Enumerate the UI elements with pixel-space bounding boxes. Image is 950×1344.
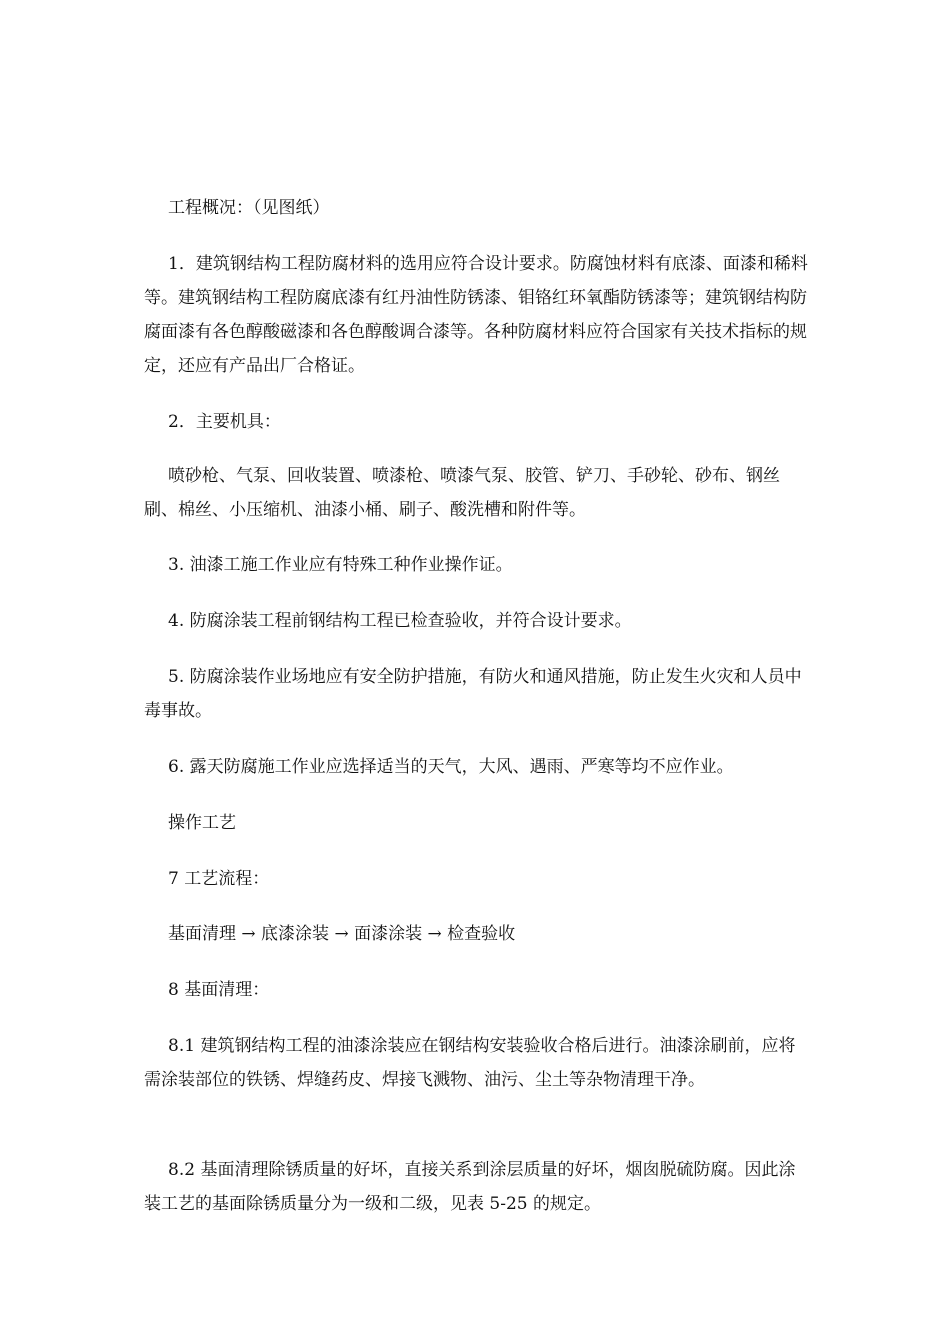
process-flow: 基面清理 → 底漆涂装 → 面漆涂装 → 检查验收	[168, 924, 516, 944]
paragraph-8-2: 8.2 基面清理除锈质量的好坏，直接关系到涂层质量的好坏，烟囱脱硫防腐。因此涂装工艺的基面除锈质量分为一级和二级，见表 5-25 的规定。	[144, 1160, 796, 1214]
paragraph-4: 4. 防腐涂装工程前钢结构工程已检查验收，并符合设计要求。	[168, 611, 632, 631]
project-overview: 工程概况：（见图纸）	[168, 198, 330, 218]
paragraph-6: 6. 露天防腐施工作业应选择适当的天气，大风、遇雨、严寒等均不应作业。	[168, 757, 734, 777]
paragraph-3: 3. 油漆工施工作业应有特殊工种作业操作证。	[168, 555, 513, 575]
paragraph-8-1: 8.1 建筑钢结构工程的油漆涂装应在钢结构安装验收合格后进行。油漆涂刷前，应将需涂装部位的铁锈、焊缝药皮、焊接飞溅物、油污、尘土等杂物清理干净。	[144, 1036, 796, 1090]
tools-list: 喷砂枪、气泵、回收装置、喷漆枪、喷漆气泵、胶管、铲刀、手砂轮、砂布、钢丝刷、棉丝、小压缩机、油漆小桶、刷子、酸洗槽和附件等。	[144, 466, 780, 520]
paragraph-7-process-heading: 7 工艺流程：	[168, 869, 270, 889]
section-heading-operation: 操作工艺	[168, 813, 236, 833]
paragraph-1-materials: 1．建筑钢结构工程防腐材料的选用应符合设计要求。防腐蚀材料有底漆、面漆和稀料等。建筑钢结构工程防腐底漆有红丹油性防锈漆、钼铬红环氧酯防锈漆等；建筑钢结构防腐面漆有各色醇酸磁漆和各色醇酸调合漆等。各种防腐材料应符合国家有关技术指标的规定，还应有产品出厂合格证。	[144, 254, 808, 376]
paragraph-2-tools-heading: 2．主要机具：	[168, 412, 281, 432]
paragraph-5: 5. 防腐涂装作业场地应有安全防护措施，有防火和通风措施，防止发生火灾和人员中毒事故。	[144, 667, 802, 721]
paragraph-8-heading: 8 基面清理：	[168, 980, 270, 1000]
